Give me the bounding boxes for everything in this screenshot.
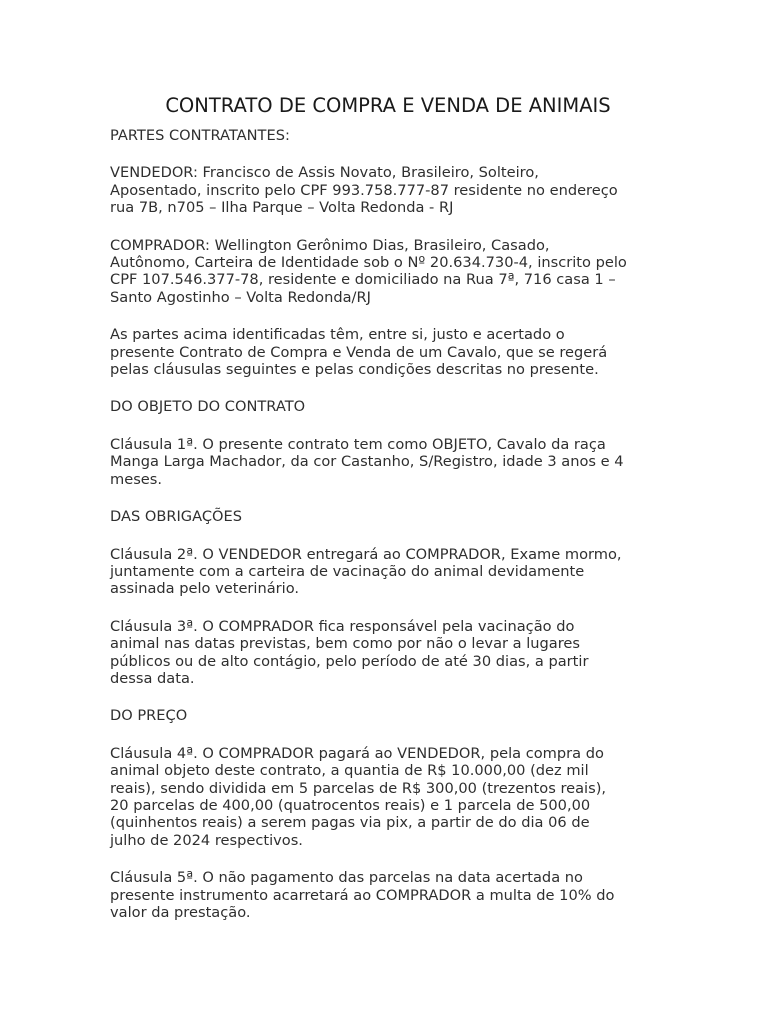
paragraph-line: As partes acima identificadas têm, entre si, justo e acertado o [110,326,565,344]
contract-page [110,94,666,941]
paragraph-line: meses. [110,470,163,488]
paragraph [110,164,666,216]
paragraph-line: DAS OBRIGAÇÕES [110,508,243,526]
paragraph-line: VENDEDOR: Francisco de Assis Novato, Brasileiro, Solteiro, [110,164,539,182]
paragraph-line: Cláusula 1ª. O presente contrato tem como OBJETO, Cavalo da raça [110,435,606,453]
document-title: CONTRATO DE COMPRA E VENDA DE ANIMAIS [165,94,611,117]
paragraph-line: presente Contrato de Compra e Venda de um Cavalo, que se regerá [110,343,608,361]
paragraph-line: (quinhentos reais) a serem pagas via pix, a partir de do dia 06 de [110,814,590,832]
paragraph-line: Manga Larga Machador, da cor Castanho, S/Registro, idade 3 anos e 4 [110,453,624,471]
paragraph-line: PARTES CONTRATANTES: [110,127,290,144]
paragraph [110,546,666,598]
paragraph-line: pelas cláusulas seguintes e pelas condições descritas no presente. [110,361,599,379]
paragraph [110,707,666,724]
paragraph [110,745,666,849]
paragraph-line: rua 7B, n705 – Ilha Parque – Volta Redonda - RJ [110,199,454,217]
paragraph [110,398,666,415]
paragraph [110,869,666,921]
paragraph [110,237,666,307]
document-body [110,127,666,921]
paragraph-line: julho de 2024 respectivos. [110,831,303,849]
paragraph-line: dessa data. [110,669,195,687]
paragraph-line: Cláusula 4ª. O COMPRADOR pagará ao VENDEDOR, pela compra do [110,744,604,762]
paragraph [110,326,666,378]
paragraph-line: reais), sendo dividida em 5 parcelas de R$ 300,00 (trezentos reais), [110,779,607,797]
paragraph-line: presente instrumento acarretará ao COMPRADOR a multa de 10% do [110,886,615,904]
paragraph-line: animal nas datas previstas, bem como por não o levar a lugares [110,635,581,653]
paragraph-line: Cláusula 3ª. O COMPRADOR fica responsável pela vacinação do [110,617,575,635]
paragraph-line: DO PREÇO [110,707,188,725]
paragraph [110,127,666,144]
paragraph-line: Cláusula 5ª. O não pagamento das parcelas na data acertada no [110,869,583,887]
paragraph [110,508,666,525]
paragraph [110,436,666,488]
paragraph-line: Cláusula 2ª. O VENDEDOR entregará ao COMPRADOR, Exame mormo, [110,545,622,563]
paragraph-line: assinada pelo veterinário. [110,580,300,598]
paragraph [110,618,666,688]
paragraph-line: CPF 107.546.377-78, residente e domiciliado na Rua 7ª, 716 casa 1 – [110,271,616,289]
paragraph-line: DO OBJETO DO CONTRATO [110,398,306,416]
paragraph-line: Santo Agostinho – Volta Redonda/RJ [110,288,371,306]
paragraph-line: 20 parcelas de 400,00 (quatrocentos reais) e 1 parcela de 500,00 [110,796,591,814]
paragraph-line: Aposentado, inscrito pelo CPF 993.758.777-87 residente no endereço [110,181,618,199]
paragraph-line: valor da prestação. [110,904,251,921]
paragraph-line: Autônomo, Carteira de Identidade sob o Nº 20.634.730-4, inscrito pelo [110,254,627,272]
paragraph-line: COMPRADOR: Wellington Gerônimo Dias, Brasileiro, Casado, [110,236,550,254]
paragraph-line: animal objeto deste contrato, a quantia de R$ 10.000,00 (dez mil [110,762,589,780]
paragraph-line: juntamente com a carteira de vacinação do animal devidamente [110,562,585,580]
paragraph-line: públicos ou de alto contágio, pelo período de até 30 dias, a partir [110,652,589,670]
